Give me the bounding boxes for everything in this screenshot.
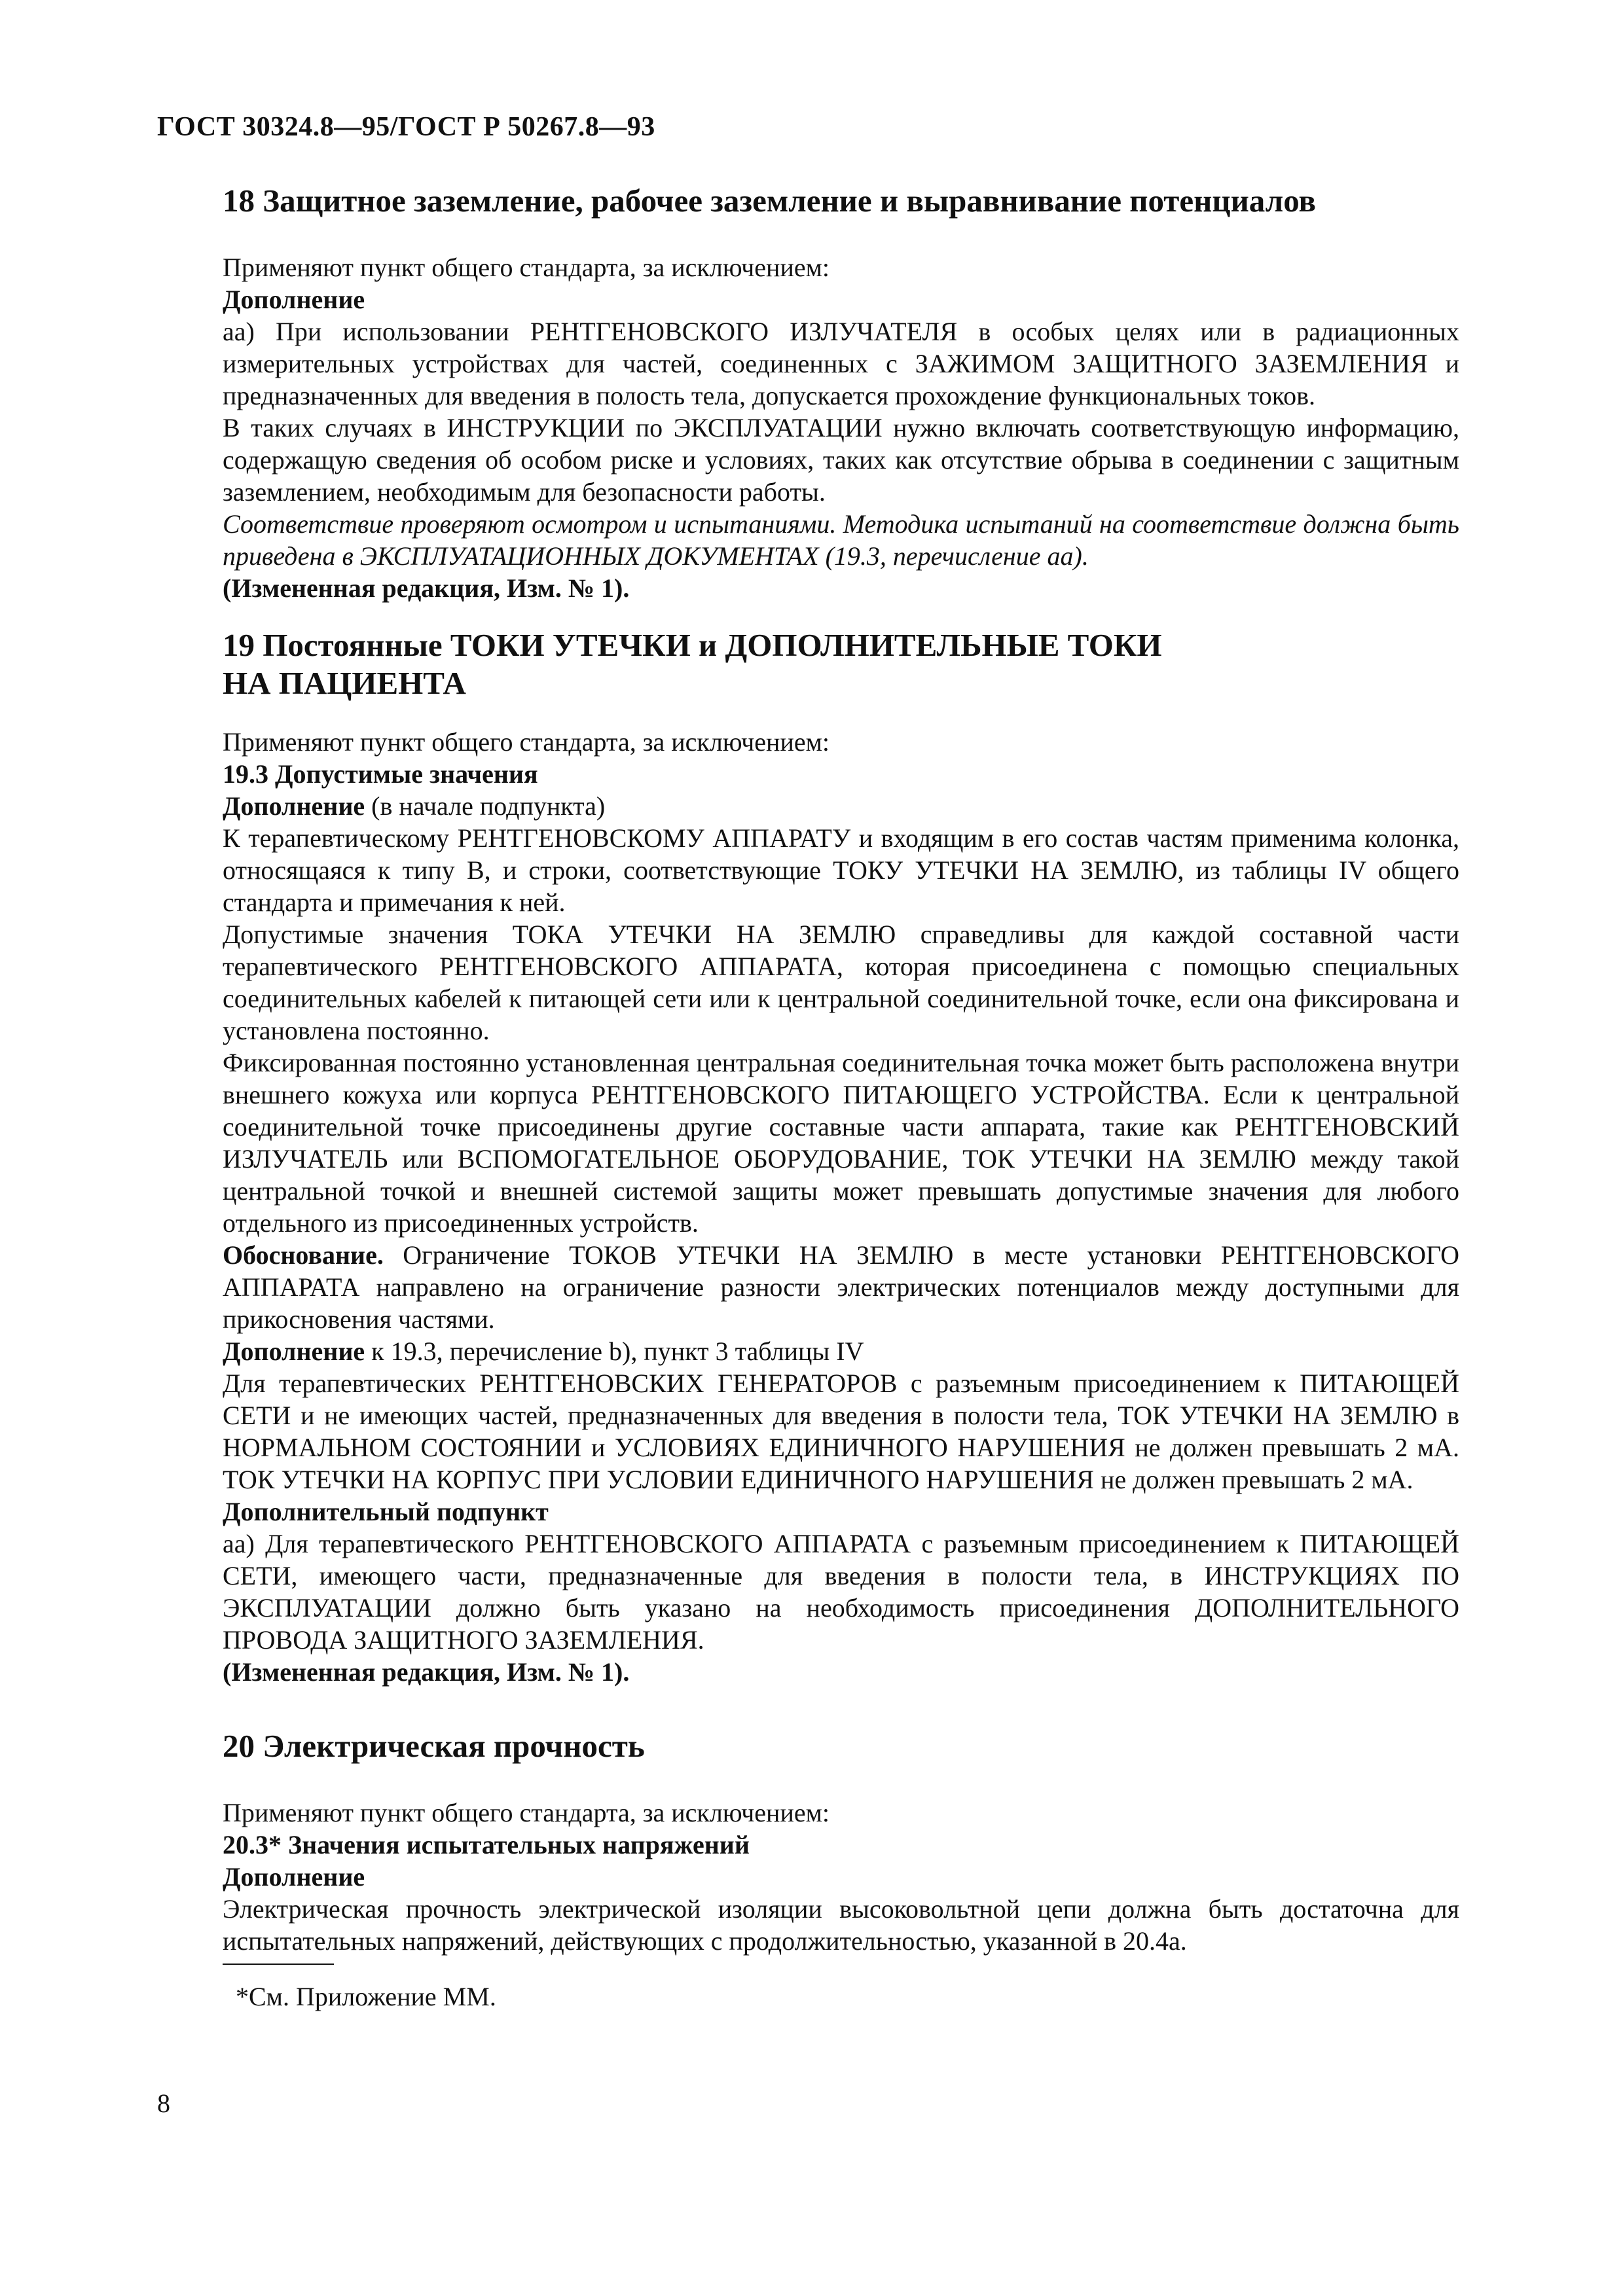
section-18-intro: Применяют пункт общего стандарта, за исключением: [223, 253, 830, 282]
section-20-paragraph: Электрическая прочность электрической изоляции высоковольтной цепи должна быть достаточна для испытательных напряжений, действующих с продолжительностью, указанной в 20.4а. [223, 1894, 1459, 1956]
section-19-title [223, 626, 1459, 702]
section-19-addition [223, 790, 1459, 822]
section-18-paragraph: В таких случаях в ИНСТРУКЦИИ по ЭКСПЛУАТАЦИИ нужно включать соответствующую информацию, содержащую сведения об особом риске и условиях, таких как отсутствие обрыва в соединении с защитным заземлением, необходимым для безопасности работы. [223, 413, 1459, 507]
document-body [157, 182, 1459, 2013]
section-19-revision-note: (Измененная редакция, Изм. № 1). [223, 1657, 630, 1687]
section-19-justification-label: Обоснование. [223, 1240, 384, 1270]
section-19-paragraph-2: Допустимые значения ТОКА УТЕЧКИ НА ЗЕМЛЮ справедливы для каждой составной части терапевтического РЕНТГЕНОВСКОГО АППАРАТА, которая присоединена с помощью специальных соединительных кабелей к питающей сети или к центральной соединительной точке, если она фиксирована и установлена постоянно. [223, 920, 1459, 1045]
section-19-title-line1: 19 Постоянные ТОКИ УТЕЧКИ и ДОПОЛНИТЕЛЬНЫЕ ТОКИ [223, 627, 1162, 663]
section-19-paragraph-1: К терапевтическому РЕНТГЕНОВСКОМУ АППАРАТУ и входящим в его состав частям применима колонка, относящаяся к типу В, и строки, соответствующие ТОКУ УТЕЧКИ НА ЗЕМЛЮ, из таблицы IV общего стандарта и примечания к ней. [223, 823, 1459, 917]
section-18-item-aa: аа) При использовании РЕНТГЕНОВСКОГО ИЗЛУЧАТЕЛЯ в особых целях или в радиационных измерительных устройствах для частей, соединенных с ЗАЖИМОМ ЗАЩИТНОГО ЗАЗЕМЛЕНИЯ и предназначенных для введения в полость тела, допускается прохождение функциональных токов. [223, 317, 1459, 410]
section-19-addition-2 [223, 1335, 1459, 1367]
document-header: ГОСТ 30324.8—95/ГОСТ Р 50267.8—93 [157, 112, 655, 142]
section-20-title: 20 Электрическая прочность [223, 1728, 645, 1764]
section-19-addition-2-note: к 19.3, перечисление b), пункт 3 таблицы IV [365, 1336, 864, 1366]
page-number: 8 [157, 2089, 170, 2118]
footnote-divider [223, 1964, 334, 1965]
section-19-paragraph-3: Фиксированная постоянно установленная центральная соединительная точка может быть расположена внутри внешнего кожуха или корпуса РЕНТГЕНОВСКОГО ПИТАЮЩЕГО УСТРОЙСТВА. Если к центральной соединительной точке присоединены другие составные части аппарата, такие как РЕНТГЕНОВСКИЙ ИЗЛУЧАТЕЛЬ или ВСПОМОГАТЕЛЬНОЕ ОБОРУДОВАНИЕ, ТОК УТЕЧКИ НА ЗЕМЛЮ между такой центральной точкой и внешней системой защиты может превышать допустимые значения для любого отдельного из присоединенных устройств. [223, 1048, 1459, 1238]
section-19-title-line2: НА ПАЦИЕНТА [223, 665, 466, 701]
section-19-addition-label: Дополнение [223, 791, 365, 821]
section-19-item-aa: аа) Для терапевтического РЕНТГЕНОВСКОГО АППАРАТА с разъемным присоединением к ПИТАЮЩЕЙ СЕТИ, имеющего части, предназначенные для введения в полости тела, в ИНСТРУКЦИЯХ ПО ЭКСПЛУАТАЦИИ должно быть указано на необходимость присоединения ДОПОЛНИТЕЛЬНОГО ПРОВОДА ЗАЩИТНОГО ЗАЗЕМЛЕНИЯ. [223, 1529, 1459, 1655]
section-19-intro: Применяют пункт общего стандарта, за исключением: [223, 727, 830, 757]
section-20-intro: Применяют пункт общего стандарта, за исключением: [223, 1798, 830, 1827]
section-18-title: 18 Защитное заземление, рабочее заземление и выравнивание потенциалов [223, 183, 1316, 219]
section-19-justification-text: Ограничение ТОКОВ УТЕЧКИ НА ЗЕМЛЮ в месте установки РЕНТГЕНОВСКОГО АППАРАТА направлено на ограничение разности электрических потенциалов между доступными для прикосновения частями. [223, 1240, 1459, 1334]
section-19-extra-subclause-label: Дополнительный подпункт [223, 1497, 549, 1526]
section-19-addition-2-label: Дополнение [223, 1336, 365, 1366]
section-19-justification [223, 1239, 1459, 1335]
section-18-addition-label: Дополнение [223, 285, 365, 314]
footnote: *См. Приложение ММ. [236, 1982, 496, 2011]
subsection-20-3-title: 20.3* Значения испытательных напряжений [223, 1830, 750, 1859]
section-20-addition-label: Дополнение [223, 1862, 365, 1892]
section-18-revision-note: (Измененная редакция, Изм. № 1). [223, 573, 630, 603]
subsection-19-3-title: 19.3 Допустимые значения [223, 759, 538, 789]
section-18-compliance-check: Соответствие проверяют осмотром и испытаниями. Методика испытаний на соответствие должна быть приведена в ЭКСПЛУАТАЦИОННЫХ ДОКУМЕНТАХ (19.3, перечисление аа). [223, 509, 1459, 571]
section-19-paragraph-4: Для терапевтических РЕНТГЕНОВСКИХ ГЕНЕРАТОРОВ с разъемным присоединением к ПИТАЮЩЕЙ СЕТИ и не имеющих частей, предназначенных для введения в полости тела, ТОК УТЕЧКИ НА ЗЕМЛЮ в НОРМАЛЬНОМ СОСТОЯНИИ и УСЛОВИЯХ ЕДИНИЧНОГО НАРУШЕНИЯ не должен превышать 2 мА. ТОК УТЕЧКИ НА КОРПУС ПРИ УСЛОВИИ ЕДИНИЧНОГО НАРУШЕНИЯ не должен превышать 2 мА. [223, 1369, 1459, 1494]
section-19-addition-note: (в начале подпункта) [365, 791, 606, 821]
